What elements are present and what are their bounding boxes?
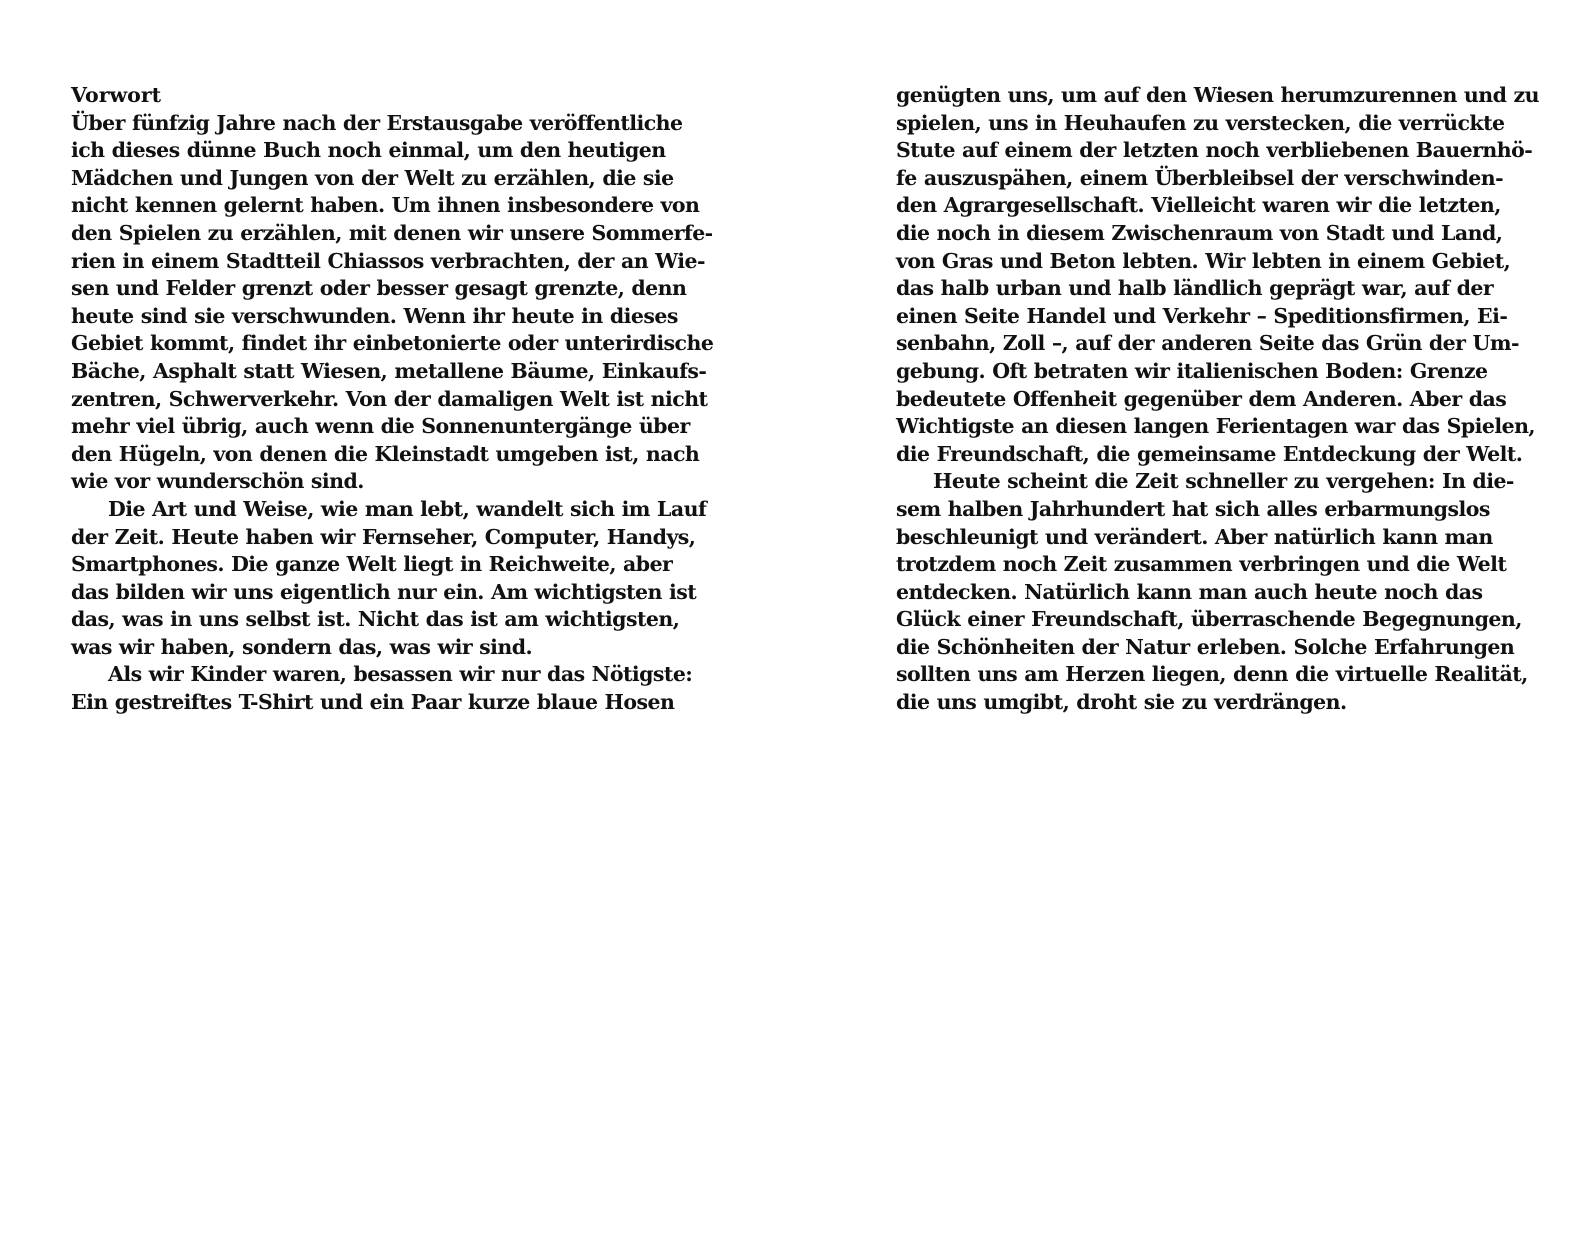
text-line: die uns umgibt, droht sie zu verdrängen. [896,690,1347,715]
text-line: zentren, Schwerverkehr. Von der damaligen Welt ist nicht [71,386,708,411]
text-line: einen Seite Handel und Verkehr – Speditionsfirmen, Ei- [896,303,1508,328]
text-line: Gebiet kommt, findet ihr einbetonierte oder unterirdische [71,331,714,356]
text-line: bedeutete Offenheit gegenüber dem Anderen. Aber das [896,386,1507,411]
text-line: Die Art und Weise, wie man lebt, wandelt sich im Lauf [108,496,707,521]
text-line: sem halben Jahrhundert hat sich alles erbarmungslos [896,496,1490,521]
text-line: senbahn, Zoll –, auf der anderen Seite das Grün der Um- [896,331,1519,356]
text-line: Heute scheint die Zeit schneller zu vergehen: In die- [933,469,1514,494]
text-line: gebung. Oft betraten wir italienischen Boden: Grenze [896,358,1488,383]
text-line: trotzdem noch Zeit zusammen verbringen und die Welt [896,552,1507,577]
text-line: die Schönheiten der Natur erleben. Solche Erfahrungen [896,634,1515,659]
text-line: Ein gestreiftes T-Shirt und ein Paar kurze blaue Hosen [71,690,675,715]
text-line: wie vor wunderschön sind. [71,469,364,494]
text-line: das, was in uns selbst ist. Nicht das ist am wichtigsten, [71,607,680,632]
text-line: Als wir Kinder waren, besassen wir nur das Nötigste: [108,662,693,687]
text-line: von Gras und Beton lebten. Wir lebten in einem Gebiet, [896,248,1511,273]
text-line: heute sind sie verschwunden. Wenn ihr heute in dieses [71,303,678,328]
text-line: spielen, uns in Heuhaufen zu verstecken, die verrückte [896,110,1505,135]
text-line: den Spielen zu erzählen, mit denen wir unsere Sommerfe- [71,220,713,245]
text-line: beschleunigt und verändert. Aber natürlich kann man [896,524,1493,549]
text-line: rien in einem Stadtteil Chiassos verbrachten, der an Wie- [71,248,705,273]
text-line: das bilden wir uns eigentlich nur ein. Am wichtigsten ist [71,579,697,604]
text-line: Mädchen und Jungen von der Welt zu erzählen, die sie [71,165,674,190]
text-line: den Agrargesellschaft. Vielleicht waren wir die letzten, [896,193,1501,218]
text-line: fe auszuspähen, einem Überbleibsel der verschwinden- [896,165,1504,190]
text-line: die Freundschaft, die gemeinsame Entdeckung der Welt. [896,441,1523,466]
text-line: Über fünfzig Jahre nach der Erstausgabe veröffentliche [71,110,683,135]
page-heading: Vorwort [71,83,162,107]
left-page [71,82,714,717]
text-line: der Zeit. Heute haben wir Fernseher, Computer, Handys, [71,524,696,549]
text-line: genügten uns, um auf den Wiesen herumzurennen und zu [896,83,1539,107]
text-line: das halb urban und halb ländlich geprägt war, auf der [896,276,1494,301]
text-line: Smartphones. Die ganze Welt liegt in Reichweite, aber [71,552,673,577]
text-line: was wir haben, sondern das, was wir sind. [71,634,533,659]
text-line: sollten uns am Herzen liegen, denn die virtuelle Realität, [896,662,1528,687]
text-line: Wichtigste an diesen langen Ferientagen war das Spielen, [896,414,1536,439]
text-line: Glück einer Freundschaft, überraschende Begegnungen, [896,607,1522,632]
text-line: ich dieses dünne Buch noch einmal, um den heutigen [71,138,666,163]
text-line: die noch in diesem Zwischenraum von Stadt und Land, [896,220,1503,245]
text-line: entdecken. Natürlich kann man auch heute noch das [896,579,1483,604]
text-line: den Hügeln, von denen die Kleinstadt umgeben ist, nach [71,441,700,466]
text-line: Stute auf einem der letzten noch verbliebenen Bauernhö- [896,138,1533,163]
right-page [896,82,1539,717]
text-line: nicht kennen gelernt haben. Um ihnen insbesondere von [71,193,700,218]
text-line: sen und Felder grenzt oder besser gesagt grenzte, denn [71,276,687,301]
text-line: Bäche, Asphalt statt Wiesen, metallene Bäume, Einkaufs- [71,358,707,383]
text-line: mehr viel übrig, auch wenn die Sonnenuntergänge über [71,414,690,439]
